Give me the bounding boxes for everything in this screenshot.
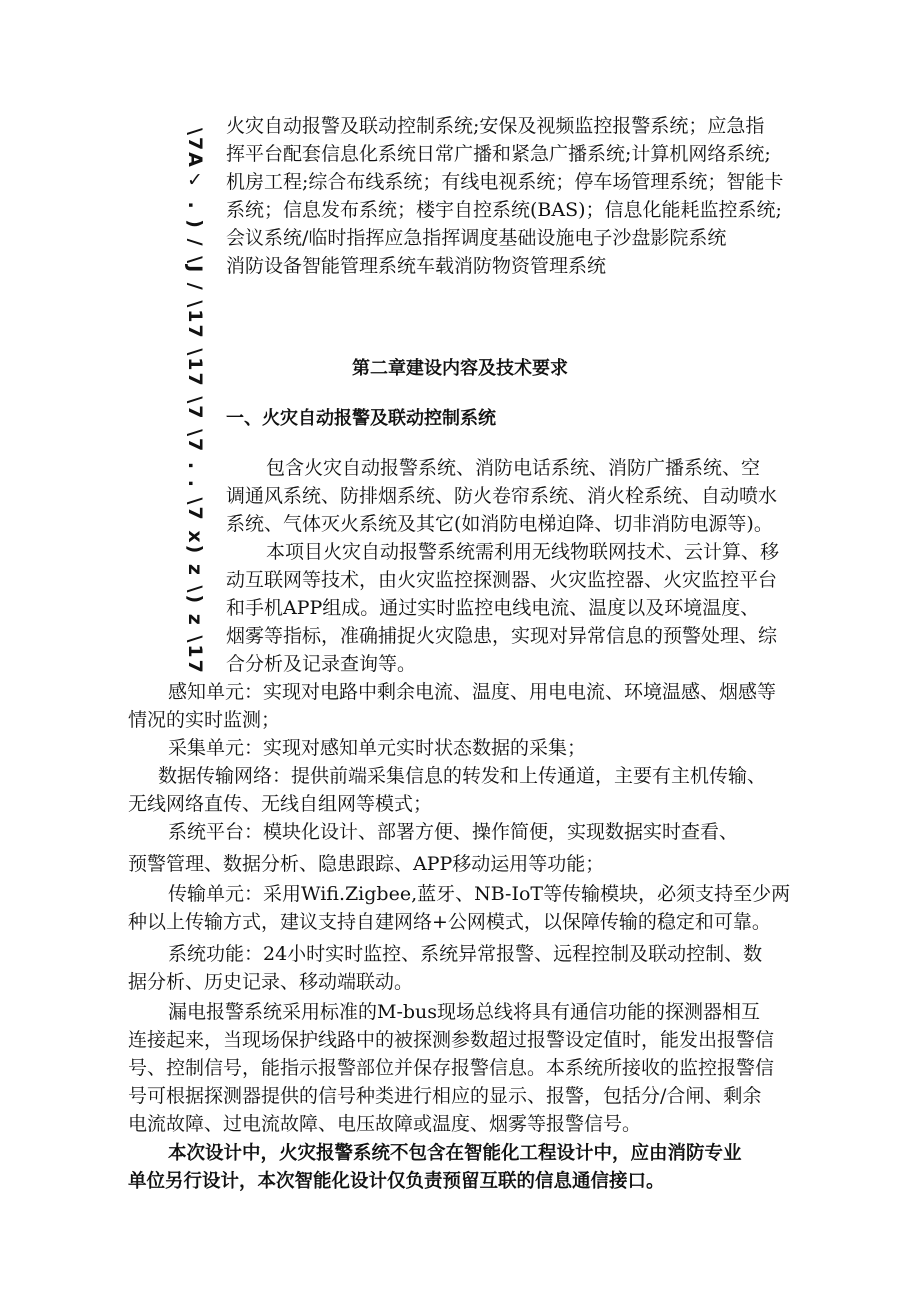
paragraph-line: 感知单元：实现对电路中剩余电流、温度、用电电流、环境温感、烟感等: [168, 681, 777, 703]
paragraph-line: 系统、气体灭火系统及其它(如消防电梯迫降、切非消防电源等)。: [226, 513, 773, 535]
paragraph-line: 系统功能：24小时实时监控、系统异常报警、远程控制及联动控制、数: [168, 943, 763, 965]
paragraph-line: 情况的实时监测；: [128, 709, 281, 731]
paragraph-line: 种以上传输方式，建议支持自建网络+公网模式，以保障传输的稳定和可靠。: [128, 911, 771, 933]
paragraph-line: 和手机APP组成。通过实时监控电线电流、温度以及环境温度、: [226, 597, 760, 619]
system-list-line: 系统；信息发布系统；楼宇自控系统(BAS)；信息化能耗监控系统;: [226, 199, 782, 221]
system-list-line: 挥平台配套信息化系统日常广播和紧急广播系统;计算机网络系统;: [226, 143, 771, 165]
paragraph-line: 系统平台：模块化设计、部署方便、操作简便，实现数据实时查看、: [168, 821, 739, 843]
paragraph-line: 漏电报警系统采用标准的M-bus现场总线将具有通信功能的探测器相互: [168, 1001, 761, 1023]
bold-note-line: 本次设计中，火灾报警系统不包含在智能化工程设计中，应由消防专业: [168, 1143, 742, 1164]
system-list-line: 消防设备智能管理系统车载消防物资管理系统: [226, 255, 607, 277]
paragraph-line: 调通风系统、防排烟系统、防火卷帘系统、消火栓系统、自动喷水: [226, 485, 778, 507]
bold-note-line: 单位另行设计，本次智能化设计仅负责预留互联的信息通信接口。: [128, 1171, 665, 1192]
paragraph-line: 连接起来，当现场保护线路中的被探测参数超过报警设定值时，能发出报警信: [128, 1029, 775, 1051]
system-list-line: 机房工程;综合布线系统；有线电视系统；停车场管理系统；智能卡: [226, 171, 784, 193]
paragraph-line: 烟雾等指标，准确捕捉火灾隐患，实现对异常信息的预警处理、综: [226, 625, 778, 647]
paragraph-line: 号可根据探测器提供的信号种类进行相应的显示、报警，包括分/合闸、剩余: [128, 1085, 762, 1107]
paragraph-line: 预警管理、数据分析、隐患跟踪、APP移动运用等功能；: [128, 853, 605, 875]
paragraph-line: 包含火灾自动报警系统、消防电话系统、消防广播系统、空: [266, 457, 761, 479]
paragraph-line: 采集单元：实现对感知单元实时状态数据的采集；: [168, 737, 587, 759]
paragraph-line: 动互联网等技术，由火灾监控探测器、火灾监控器、火灾监控平台: [226, 569, 778, 591]
paragraph-line: 电流故障、过电流故障、电压故障或温度、烟雾等报警信号。: [128, 1113, 642, 1135]
paragraph-line: 本项目火灾自动报警系统需利用无线物联网技术、云计算、移: [266, 541, 780, 563]
paragraph-line: 无线网络直传、无线自组网等模式；: [128, 793, 433, 815]
system-list-line: 会议系统/临时指挥应急指挥调度基础设施电子沙盘影院系统: [226, 227, 727, 249]
margin-artifact-strip: \7A✓ . ) / \J / \17 \17 \7 \7 . . \7 x) z \) z \17: [184, 128, 206, 675]
system-list-line: 火灾自动报警及联动控制系统;安保及视频监控报警系统；应急指: [226, 115, 765, 137]
paragraph-line: 数据传输网络：提供前端采集信息的转发和上传通道，主要有主机传输、: [158, 765, 767, 787]
paragraph-line: 传输单元：采用Wifi.Zigbee,蓝牙、NB-IoT等传输模块，必须支持至少两: [168, 883, 791, 905]
chapter-title: 第二章建设内容及技术要求: [352, 358, 568, 379]
paragraph-line: 合分析及记录查询等。: [226, 653, 417, 675]
section-title: 一、火灾自动报警及联动控制系统: [226, 408, 496, 429]
paragraph-line: 号、控制信号，能指示报警部位并保存报警信息。本系统所接收的监控报警信: [128, 1057, 775, 1079]
paragraph-line: 据分析、历史记录、移动端联动。: [128, 971, 414, 993]
